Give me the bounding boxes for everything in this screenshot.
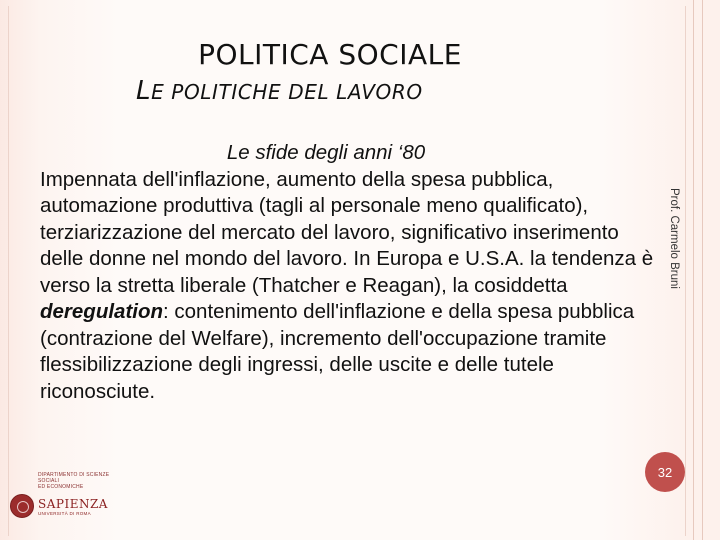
page-number: 32	[657, 464, 673, 480]
body-paragraph-part2: : contenimento dell'inflazione e della spesa pubblica (contrazione del Welfare), incremento dell'occupazione tramite flessibilizzazione degli ingressi, delle uscite e delle tutele riconosciute.	[40, 300, 635, 403]
university-logo	[38, 497, 108, 516]
university-name: SAPIENZA	[38, 497, 108, 511]
dept-line-1: DIPARTIMENTO DI SCIENZE SOCIALI	[38, 472, 110, 484]
body-heading: Le sfide degli anni ‘80	[226, 141, 426, 164]
slide-body	[40, 140, 660, 405]
slide-subtitle	[136, 76, 423, 106]
author-credit: Prof. Carmelo Bruni	[668, 188, 680, 289]
university-seal-icon	[10, 494, 34, 518]
dept-line-2: ED ECONOMICHE	[38, 484, 84, 490]
subtitle-initial: L	[136, 76, 152, 106]
slide-title: POLITICA SOCIALE	[198, 38, 462, 71]
page-number-badge	[645, 452, 685, 492]
department-logo	[38, 472, 130, 490]
body-emphasis: deregulation	[40, 300, 164, 323]
body-paragraph-part1: Impennata dell'inflazione, aumento della spesa pubblica, automazione produttiva (tagli al personale meno qualificato), terziarizzazione del mercato del lavoro, significativo inserimento delle donne nel mondo del lavoro. In Europa e U.S.A. la tendenza è verso la stretta liberale (Thatcher e Reagan), la cosiddetta	[40, 167, 654, 297]
university-subtitle: UNIVERSITÀ DI ROMA	[38, 511, 91, 516]
right-border-strip	[693, 0, 703, 540]
subtitle-rest: E POLITICHE DEL LAVORO	[151, 80, 423, 104]
